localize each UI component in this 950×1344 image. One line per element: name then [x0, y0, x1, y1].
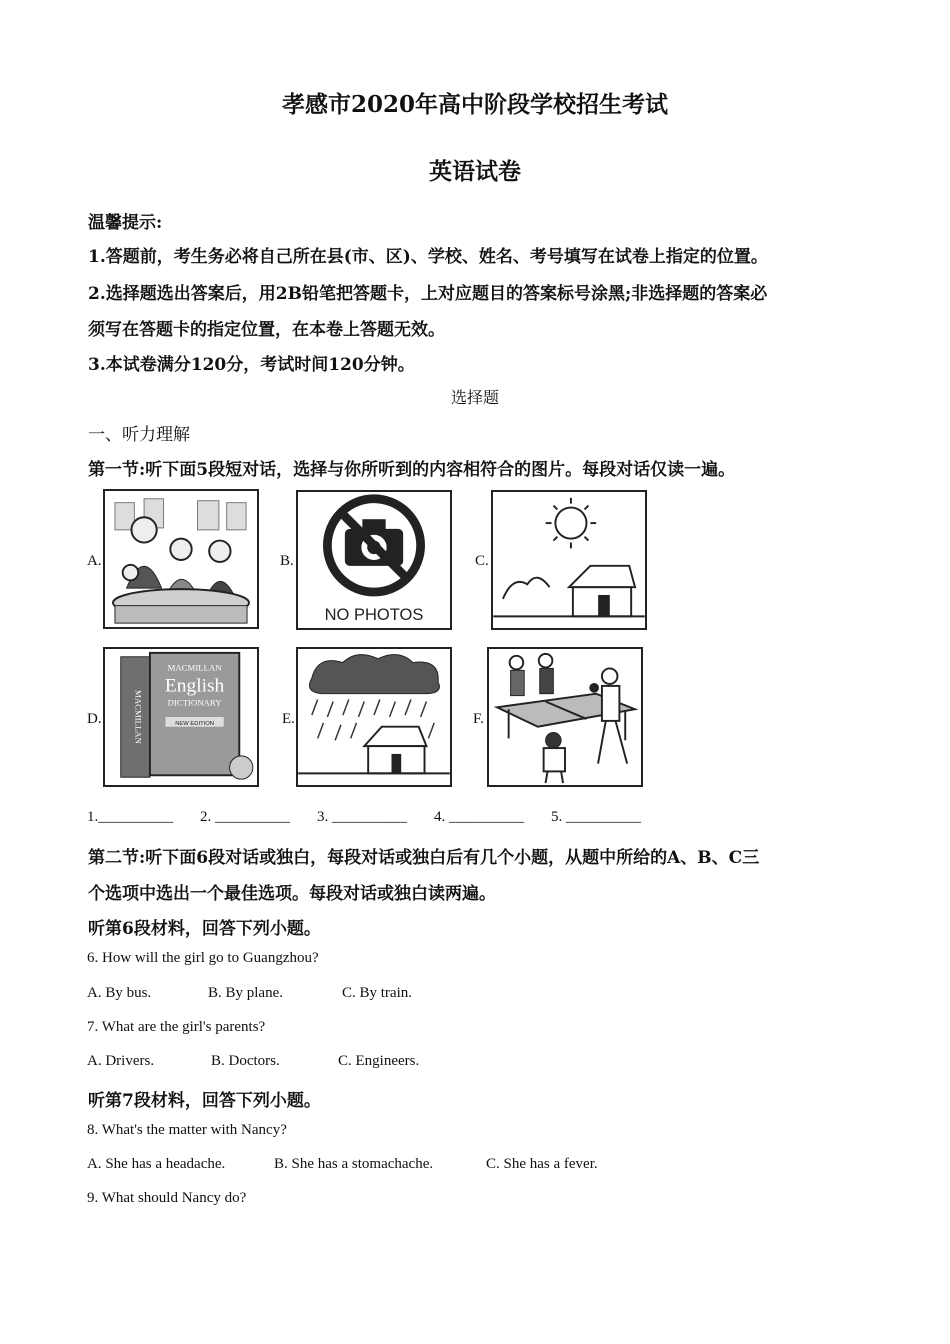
- picture-f: [487, 647, 643, 787]
- section-1-instructions: 第一节:听下面5段短对话，选择与你所听到的内容相符合的图片。每段对话仅读一遍。: [88, 460, 736, 480]
- option-letter-d: D.: [87, 711, 102, 727]
- question-7-option-a[interactable]: A. Drivers.: [87, 1053, 155, 1069]
- answer-blank-4[interactable]: 4. __________: [434, 809, 524, 825]
- material-6-heading: 听第6段材料，回答下列小题。: [88, 919, 321, 939]
- option-letter-a: A.: [87, 553, 102, 569]
- question-7-option-b[interactable]: B. Doctors.: [211, 1053, 280, 1069]
- tip-item-2-line-2: 须写在答题卡的指定位置，在本卷上答题无效。: [88, 320, 445, 340]
- part-heading: 一、听力理解: [88, 425, 190, 445]
- option-letter-c: C.: [475, 553, 489, 569]
- tip-item-1: 1.答题前，考生务必将自己所在县(市、区)、学校、姓名、考号填写在试卷上指定的位置。: [88, 247, 768, 267]
- picture-b: [296, 490, 452, 630]
- picture-a: [103, 489, 259, 629]
- no-photos-caption: NO PHOTOS: [324, 606, 424, 625]
- question-9: 9. What should Nancy do?: [87, 1190, 247, 1206]
- section-2-instructions-line-2: 个选项中选出一个最佳选项。每段对话或独白读两遍。: [88, 884, 496, 904]
- answer-blank-3[interactable]: 3. __________: [317, 809, 407, 825]
- picture-c: [491, 490, 647, 630]
- tips-heading: 温馨提示:: [88, 213, 163, 233]
- question-8-option-c[interactable]: C. She has a fever.: [486, 1156, 598, 1172]
- option-letter-f: F.: [473, 711, 484, 727]
- question-8-option-b[interactable]: B. She has a stomachache.: [274, 1156, 434, 1172]
- page-title: 孝感市2020年高中阶段学校招生考试: [281, 91, 668, 118]
- question-8-option-a[interactable]: A. She has a headache.: [87, 1156, 226, 1172]
- picture-d: [103, 647, 259, 787]
- question-6-option-a[interactable]: A. By bus.: [87, 985, 152, 1001]
- question-7-option-c[interactable]: C. Engineers.: [338, 1053, 420, 1069]
- question-8: 8. What's the matter with Nancy?: [87, 1122, 287, 1138]
- option-letter-b: B.: [280, 553, 294, 569]
- ping-pong-icon: [489, 649, 641, 785]
- question-6-option-c[interactable]: C. By train.: [342, 985, 412, 1001]
- dictionary-icon: [105, 649, 257, 785]
- question-7: 7. What are the girl's parents?: [87, 1019, 266, 1035]
- sunny-house-icon: [493, 492, 645, 628]
- page-subtitle: 英语试卷: [429, 158, 521, 185]
- answer-blank-5[interactable]: 5. __________: [551, 809, 641, 825]
- answer-blank-2[interactable]: 2. __________: [200, 809, 290, 825]
- dictionary-publisher: MACMILLAN: [167, 662, 222, 673]
- section-2-instructions-line-1: 第二节:听下面6段对话或独白，每段对话或独白后有几个小题，从题中所给的A、B、C三: [88, 848, 760, 868]
- picture-e: [296, 647, 452, 787]
- tip-item-3: 3.本试卷满分120分，考试时间120分钟。: [88, 355, 415, 375]
- no-photos-icon: [298, 492, 450, 628]
- answer-blank-1[interactable]: 1.__________: [87, 809, 174, 825]
- tip-item-2-line-1: 2.选择题选出答案后，用2B铅笔把答题卡，上对应题目的答案标号涂黑;非选择题的答案必: [88, 284, 768, 304]
- family-dinner-icon: [105, 491, 257, 627]
- material-7-heading: 听第7段材料，回答下列小题。: [88, 1091, 321, 1111]
- option-letter-e: E.: [282, 711, 295, 727]
- dictionary-title: English: [164, 675, 225, 697]
- section-label: 选择题: [450, 388, 499, 407]
- question-6: 6. How will the girl go to Guangzhou?: [87, 950, 319, 966]
- rainy-house-icon: [298, 649, 450, 785]
- dictionary-spine: MACMILLAN: [133, 690, 144, 744]
- dictionary-edition: NEW EDITION: [175, 720, 214, 727]
- dictionary-subtitle: DICTIONARY: [167, 697, 222, 708]
- question-6-option-b[interactable]: B. By plane.: [208, 985, 283, 1001]
